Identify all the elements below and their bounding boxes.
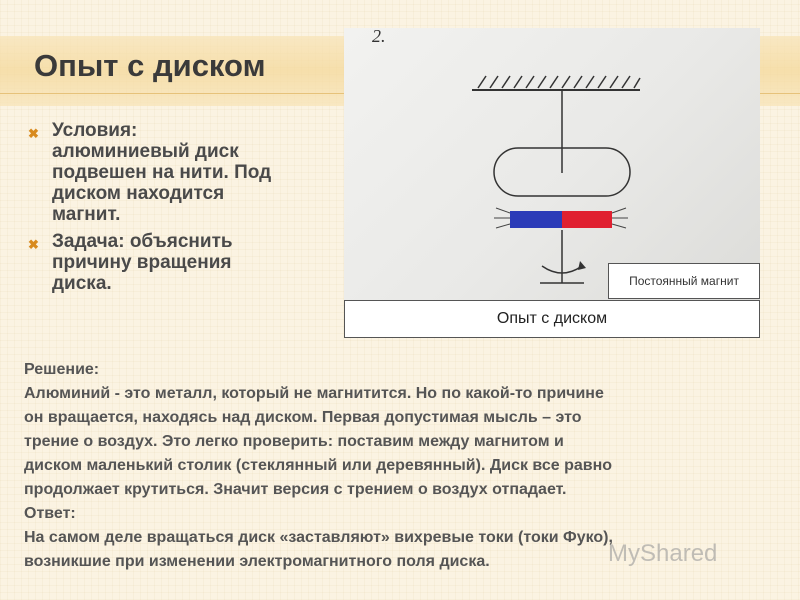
bullet-x-icon: ✖ bbox=[28, 237, 39, 252]
solution-line: Алюминий - это металл, который не магнитится. Но по какой-то причине bbox=[24, 385, 604, 402]
figure-caption: Опыт с диском bbox=[344, 300, 760, 338]
watermark-logo: MyShared bbox=[608, 540, 718, 567]
answer-line: возникшие при изменении электромагнитного поля диска. bbox=[24, 553, 490, 570]
conditions-list bbox=[28, 120, 328, 300]
bullet-x-icon: ✖ bbox=[28, 126, 39, 141]
handwritten-number: 2. bbox=[372, 28, 386, 46]
bullet-conditions: ✖ Условия: алюминиевый диск подвешен на нити. Под диском находится магнит. bbox=[28, 120, 272, 225]
solution-heading: Решение: bbox=[24, 361, 100, 378]
field-lines-right bbox=[612, 208, 628, 228]
rotation-arrowhead-icon bbox=[578, 261, 586, 270]
solution-line: продолжает крутиться. Значит версия с трением о воздух отпадает. bbox=[24, 481, 567, 498]
solution-line: трение о воздух. Это легко проверить: поставим между магнитом и bbox=[24, 433, 564, 450]
magnet-south-pole bbox=[562, 211, 612, 228]
answer-heading: Ответ: bbox=[24, 505, 76, 522]
field-lines-left bbox=[494, 208, 510, 228]
experiment-drawing bbox=[344, 28, 760, 300]
bullet-task: ✖ Задача: объяснить причину вращения диска. bbox=[28, 231, 233, 294]
disk-experiment-figure bbox=[344, 28, 760, 300]
solution-line: он вращается, находясь над диском. Первая допустимая мысль – это bbox=[24, 409, 582, 426]
magnet-north-pole bbox=[510, 211, 562, 228]
ceiling-hatching bbox=[478, 76, 640, 88]
magnet-label: Постоянный магнит bbox=[608, 263, 760, 299]
answer-line: На самом деле вращаться диск «заставляют» вихревые токи (токи Фуко), bbox=[24, 529, 613, 546]
solution-line: диском маленький столик (стеклянный или деревянный). Диск все равно bbox=[24, 457, 613, 474]
slide-title: Опыт с диском bbox=[34, 48, 266, 83]
